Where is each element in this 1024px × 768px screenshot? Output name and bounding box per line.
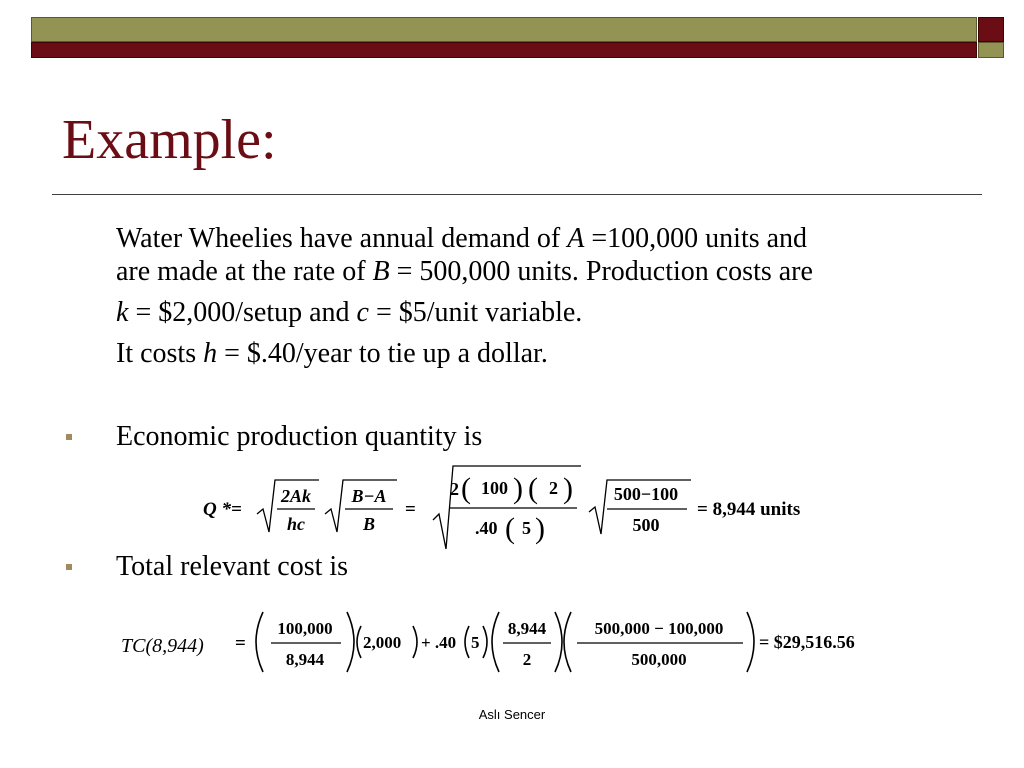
eq1-num-2: 2: [450, 479, 459, 499]
paren-close: ): [563, 472, 573, 505]
eq1-f2-num: B−A: [351, 486, 387, 506]
eq1-equals: =: [405, 499, 416, 520]
bullet-trc: Total relevant cost is: [116, 551, 349, 582]
paren-open: [492, 612, 499, 672]
eq2-p5: 5: [471, 633, 480, 652]
slide-title: Example:: [62, 109, 277, 171]
eq1-f2-den: B: [362, 514, 376, 534]
eq2-f4-num: 500,000 − 100,000: [594, 619, 724, 638]
eq1-lhs: Q *=: [203, 499, 242, 520]
paren-close: [747, 612, 754, 672]
epq-equation: [195, 462, 845, 554]
eq2-p2: 2,000: [363, 633, 402, 652]
eq2-f1-num: 100,000: [277, 619, 333, 638]
paren-close: [483, 626, 487, 658]
problem-statement: [116, 222, 996, 370]
paren-close: ): [535, 512, 545, 545]
paren-close: [413, 626, 417, 658]
header-square-red: [978, 17, 1004, 42]
eq2-plus: + .40: [421, 633, 457, 652]
eq2-f3-den: 2: [522, 650, 532, 669]
statement-line-1: Water Wheelies have annual demand of A =100,000 units and: [116, 223, 808, 254]
paren-close: [555, 612, 562, 672]
eq2-f1-den: 8,944: [285, 650, 325, 669]
eq1-result: = 8,944 units: [697, 499, 801, 520]
eq1-f4-den: 500: [632, 515, 660, 535]
trc-equation: [115, 606, 895, 678]
paren-open: (: [528, 472, 538, 505]
paren-open: (: [461, 472, 471, 505]
eq2-f3-num: 8,944: [507, 619, 547, 638]
statement-line-3: k = $2,000/setup and c = $5/unit variable.: [116, 297, 583, 328]
paren-open: (: [505, 512, 515, 545]
paren-open: [256, 612, 263, 672]
eq1-num-2b: 2: [549, 478, 558, 498]
eq1-den-5: 5: [522, 518, 531, 538]
eq2-equals: =: [235, 633, 246, 654]
paren-open: [564, 612, 571, 672]
paren-close: ): [513, 472, 523, 505]
header-square-olive: [978, 42, 1004, 58]
title-divider: [52, 194, 982, 195]
eq1-f1-den: hc: [287, 514, 305, 534]
bullet-marker: [66, 564, 72, 570]
eq2-f4-den: 500,000: [631, 650, 687, 669]
paren-open: [465, 626, 469, 658]
eq1-num-100: 100: [481, 478, 508, 498]
eq1-f4-num: 500−100: [613, 484, 679, 504]
bullet-marker: [66, 434, 72, 440]
footer-author: Aslı Sencer: [478, 707, 546, 722]
header-bar-olive: [31, 17, 977, 42]
bullet-epq: Economic production quantity is: [116, 421, 483, 452]
eq1-f1-num: 2Ak: [280, 486, 312, 506]
statement-line-2: are made at the rate of B = 500,000 units. Production costs are: [116, 256, 813, 287]
paren-open: [357, 626, 361, 658]
eq1-den-40: .40: [475, 518, 498, 538]
eq2-lhs: TC(8,944): [121, 635, 204, 657]
header-bar-red: [31, 42, 977, 58]
statement-line-4: It costs h = $.40/year to tie up a dollar.: [116, 338, 548, 369]
eq2-result: = $29,516.56: [759, 632, 855, 652]
paren-close: [347, 612, 354, 672]
